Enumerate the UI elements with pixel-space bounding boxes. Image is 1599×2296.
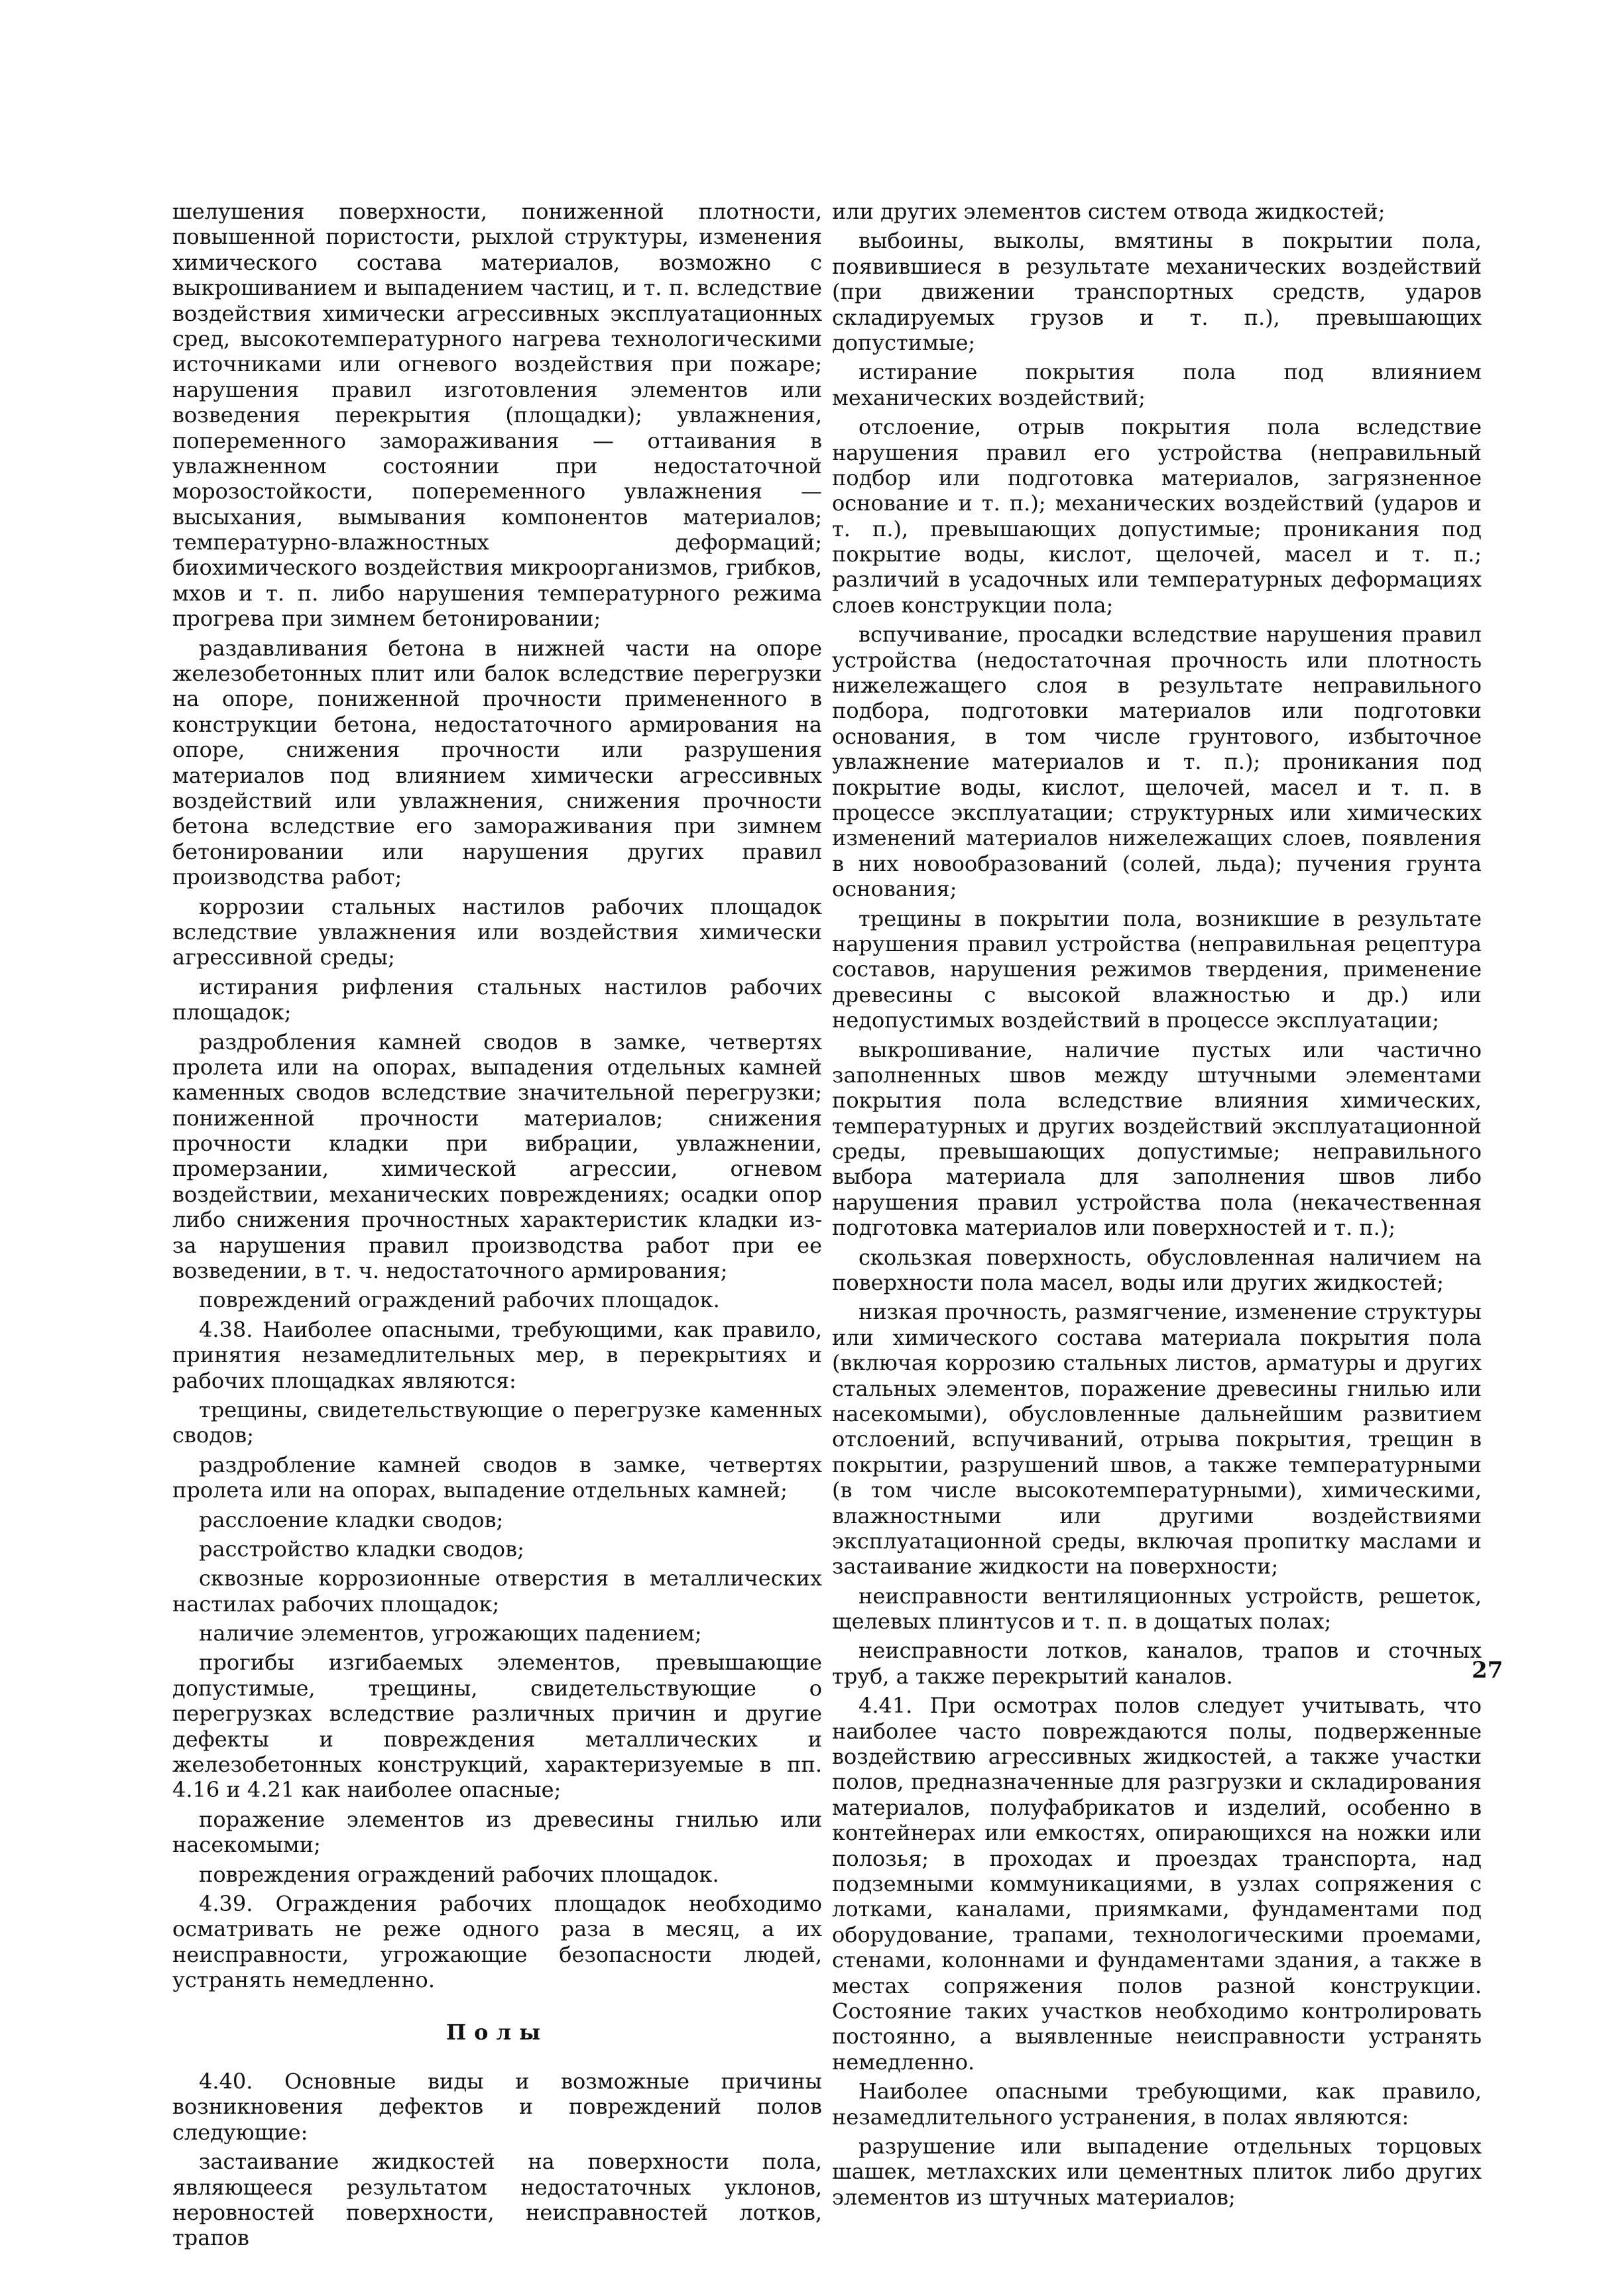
paragraph: отслоение, отрыв покрытия пола вследствие нарушения правил его устройства (неправильный подбор или подготовка материалов, загрязненное основание и т. п.); механических воздействий (ударов и т. п.), превышающих допустимые; проникания под покрытие воды, кислот, щелочей, масел и т. п.; различий в усадочных или температурных деформациях слоев конструкции пола; <box>832 414 1482 618</box>
paragraph: коррозии стальных настилов рабочих площадок вследствие увлажнения или воздействия химически агрессивной среды; <box>172 893 822 970</box>
paragraph: повреждений ограждений рабочих площадок. <box>199 1287 720 1313</box>
paragraph: 4.40. Основные виды и возможные причины возникновения дефектов и повреждений полов следующие: <box>172 2068 822 2145</box>
paragraph: трещины, свидетельствующие о перегрузке каменных сводов; <box>172 1397 822 1448</box>
paragraph: раздробления камней сводов в замке, четвертях пролета или на опорах, выпадения отдельных камней каменных сводов вследствие значительной перегрузки; пониженной прочности материалов; снижения прочности кладки при вибрации, увлажнении, промерзании, химической агрессии, огневом воздействии, механических повреждениях; осадки опор либо снижения прочностных характеристик кладки из-за нарушения правил производства работ при ее возведении, в т. ч. недостаточного армирования; <box>172 1029 822 1284</box>
section-heading: Полы <box>445 2019 549 2045</box>
paragraph: 4.39. Ограждения рабочих площадок необходимо осматривать не реже одного раза в месяц, а их неисправности, угрожающие безопасности людей, устранять немедленно. <box>172 1891 822 1993</box>
paragraph: сквозные коррозионные отверстия в металлических настилах рабочих площадок; <box>172 1566 822 1617</box>
paragraph: низкая прочность, размягчение, изменение структуры или химического состава материала покрытия пола (включая коррозию стальных листов, арматуры и других стальных элементов, поражение древесины гнилью или насекомыми), обусловленные дальнейшим развитием отслоений, вспучиваний, отрыва покрытия, трещин в покрытии, разрушений швов, а также температурными (в том числе высокотемпературными), химическими, влажностными или другими воздействиями эксплуатационной среды, включая пропитку маслами и застаивание жидкости на поверхности; <box>832 1299 1482 1579</box>
paragraph: 4.41. При осмотрах полов следует учитывать, что наиболее часто повреждаются полы, подверженные воздействию агрессивных жидкостей, а также участки полов, предназначенные для разгрузки и складирования материалов, полуфабрикатов и изделий, особенно в контейнерах или емкостях, опирающихся на ножки или полозья; в проходах и проездах транспорта, над подземными коммуникациями, в узлах сопряжения с лотками, каналами, приямками, фундаментами под оборудование, трапами, технологическими проемами, стенами, колоннами и фундаментами здания, а также в местах сопряжения полов разной конструкции. Состояние таких участков необходимо контролировать постоянно, а выявленные неисправности устранять немедленно. <box>832 1693 1482 2075</box>
paragraph: застаивание жидкостей на поверхности пола, являющееся результатом недостаточных уклонов, неровностей поверхности, неисправностей лотков, трапов <box>172 2149 822 2251</box>
paragraph: раздавливания бетона в нижней части на опоре железобетонных плит или балок вследствие перегрузки на опоре, пониженной прочности примененного в конструкции бетона, недостаточного армирования на опоре, снижения прочности или разрушения материалов под влиянием химически агрессивных воздействий или увлажнения, снижения прочности бетона вследствие его замораживания при зимнем бетонировании или нарушения других правил производства работ; <box>172 635 822 890</box>
paragraph: скользкая поверхность, обусловленная наличием на поверхности пола масел, воды или других жидкостей; <box>832 1244 1482 1296</box>
left-column <box>172 199 822 2255</box>
paragraph: расстройство кладки сводов; <box>199 1536 524 1562</box>
paragraph: вспучивание, просадки вследствие нарушения правил устройства (недостаточная прочность или плотность нижележащего слоя в результате неправильного подбора, подготовки материалов или подготовки основания, в том числе грунтового, избыточное увлажнение материалов и т. п.); проникания под покрытие воды, кислот, щелочей, масел и т. п. в процессе эксплуатации; структурных или химических изменений материалов нижележащих слоев, появления в них новообразований (солей, льда); пучения грунта основания; <box>832 622 1482 902</box>
paragraph: выбоины, выколы, вмятины в покрытии пола, появившиеся в результате механических воздействий (при движении транспортных средств, ударов складируемых грузов и т. п.), превышающих допустимые; <box>832 228 1482 355</box>
paragraph: истирания рифления стальных настилов рабочих площадок; <box>172 974 822 1025</box>
paragraph: разрушение или выпадение отдельных торцовых шашек, метлахских или цементных плиток либо других элементов из штучных материалов; <box>832 2133 1482 2210</box>
paragraph: выкрошивание, наличие пустых или частично заполненных швов между штучными элементами покрытия пола вследствие влияния химических, температурных и других воздействий эксплуатационной среды, превышающих допустимые; неправильного выбора материала для заполнения швов либо нарушения правил устройства пола (некачественная подготовка материалов или поверхностей и т. п.); <box>832 1037 1482 1241</box>
paragraph: трещины в покрытии пола, возникшие в результате нарушения правил устройства (неправильная рецептура составов, нарушения режимов твердения, применение древесины с высокой влажностью и др.) или недопустимых воздействий в процессе эксплуатации; <box>832 905 1482 1033</box>
paragraph: неисправности лотков, каналов, трапов и сточных труб, а также перекрытий каналов. <box>832 1638 1482 1689</box>
paragraph: раздробление камней сводов в замке, четвертях пролета или на опорах, выпадение отдельных камней; <box>172 1452 822 1503</box>
paragraph: расслоение кладки сводов; <box>199 1507 504 1532</box>
paragraph: повреждения ограждений рабочих площадок. <box>199 1861 719 1887</box>
paragraph: 4.38. Наиболее опасными, требующими, как правило, принятия незамедлительных мер, в перекрытиях и рабочих площадках являются: <box>172 1316 822 1393</box>
paragraph: Наиболее опасными требующими, как правило, незамедлительного устранения, в полах являются: <box>832 2079 1482 2130</box>
paragraph: или других элементов систем отвода жидкостей; <box>832 199 1386 224</box>
paragraph: прогибы изгибаемых элементов, превышающие допустимые, трещины, свидетельствующие о перегрузках вследствие различных причин и другие дефекты и повреждения металлических и железобетонных конструкций, характеризуемые в пп. 4.16 и 4.21 как наиболее опасные; <box>172 1650 822 1803</box>
paragraph: наличие элементов, угрожающих падением; <box>199 1621 702 1646</box>
paragraph: шелушения поверхности, пониженной плотности, повышенной пористости, рыхлой структуры, изменения химического состава материалов, возможно с выкрошиванием и выпадением частиц, и т. п. вследствие воздействия химически агрессивных эксплуатационных сред, высокотемпературного нагрева технологическими источниками или огневого воздействия при пожаре; нарушения правил изготовления элементов или возведения перекрытия (площадки); увлажнения, попеременного замораживания — оттаивания в увлажненном состоянии при недостаточной морозостойкости, попеременного увлажнения — высыхания, вымывания компонентов материалов; температурно-влажностных деформаций; биохимического воздействия микроорганизмов, грибков, мхов и т. п. либо нарушения температурного режима прогрева при зимнем бетонировании; <box>172 199 822 632</box>
page-number: 27 <box>1472 1657 1504 1684</box>
paragraph: поражение элементов из древесины гнилью или насекомыми; <box>172 1806 822 1858</box>
right-column <box>832 199 1482 2214</box>
paragraph: неисправности вентиляционных устройств, решеток, щелевых плинтусов и т. п. в дощатых полах; <box>832 1583 1482 1635</box>
paragraph: истирание покрытия пола под влиянием механических воздействий; <box>832 359 1482 410</box>
